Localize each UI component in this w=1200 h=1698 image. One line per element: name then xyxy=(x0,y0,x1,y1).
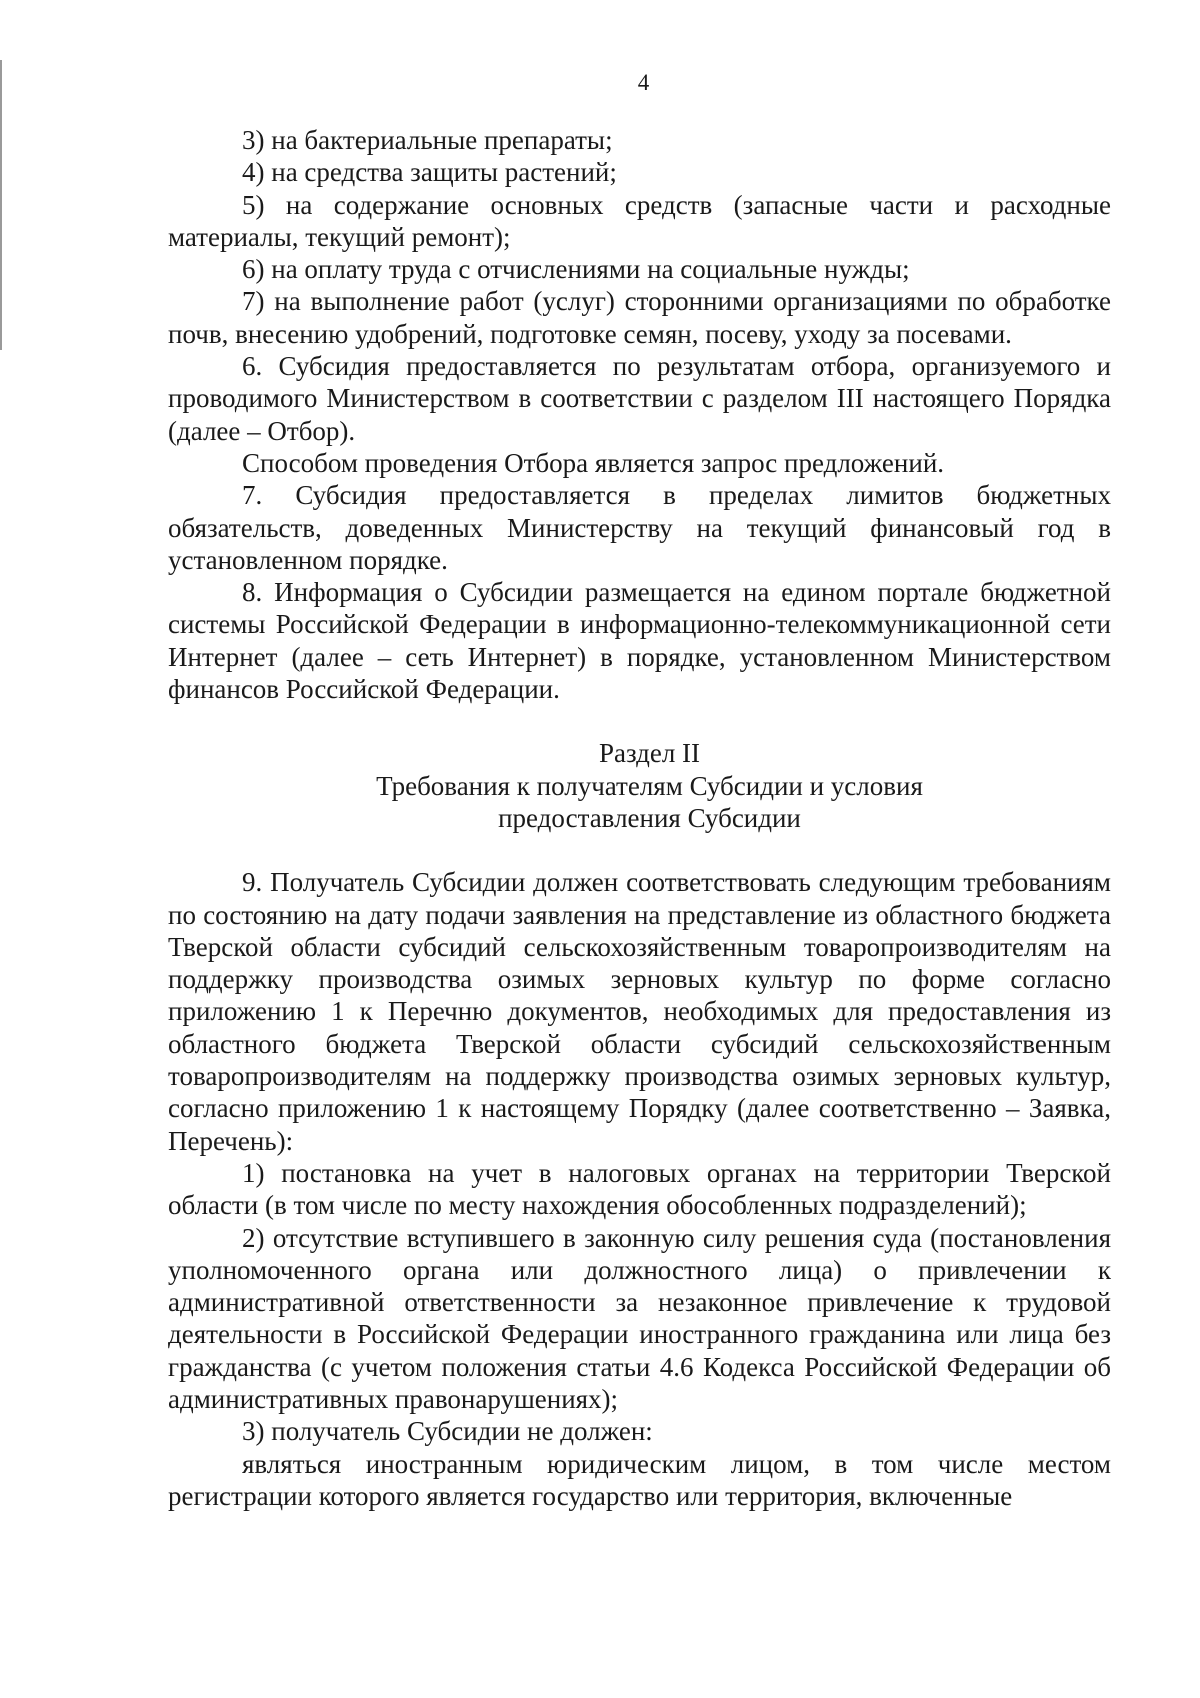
document-body xyxy=(168,124,1111,1512)
requirement-3: 3) получатель Субсидии не должен: xyxy=(242,1416,653,1447)
paragraph-6: 6. Субсидия предоставляется по результатам отбора, организуемого и проводимого Министерством в соответствии с разделом III настоящего Порядка (далее – Отбор). xyxy=(168,351,1111,446)
list-item-labor: 6) на оплату труда с отчислениями на социальные нужды; xyxy=(242,254,910,285)
section-title-line2: предоставления Субсидии xyxy=(498,802,801,833)
section-label: Раздел II xyxy=(598,738,701,769)
list-item-third-party-works: 7) на выполнение работ (услуг) сторонними организациями по обработке почв, внесению удобрений, подготовке семян, посеву, уходу за посевами. xyxy=(168,286,1111,349)
requirement-1: 1) постановка на учет в налоговых органах на территории Тверской области (в том числе по месту нахождения обособленных подразделений); xyxy=(168,1157,1111,1221)
requirement-2: 2) отсутствие вступившего в законную силу решения суда (постановления уполномоченного органа или должностного лица) о привлечении к административной ответственности за незаконное привлечение к трудовой деятельности в Российской Федерации иностранного гражданина или лица без гражданства (с учетом положения статьи 4.6 Кодекса Российской Федерации об административных правонарушениях); xyxy=(168,1222,1111,1414)
list-item-fixed-assets: 5) на содержание основных средств (запасные части и расходные материалы, текущий ремонт); xyxy=(168,189,1111,252)
section-title-line1: Требования к получателям Субсидии и условия xyxy=(376,770,923,801)
page-number: 4 xyxy=(637,70,650,95)
requirement-3-foreign-entity: являться иностранным юридическим лицом, в том числе местом регистрации которого является государство или территория, включенные xyxy=(168,1448,1111,1511)
section-heading xyxy=(188,705,1111,866)
paragraph-selection-method: Способом проведения Отбора является запрос предложений. xyxy=(242,447,945,478)
list-item-bacterial: 3) на бактериальные препараты; xyxy=(242,125,613,155)
paragraph-7: 7. Субсидия предоставляется в пределах лимитов бюджетных обязательств, доведенных Министерству на текущий финансовый год в установленном порядке. xyxy=(168,480,1111,575)
scan-edge-line xyxy=(0,60,2,350)
paragraph-9: 9. Получатель Субсидии должен соответствовать следующим требованиям по состоянию на дату подачи заявления на представление из областного бюджета Тверской области субсидий сельскохозяйственным товаропроизводителям на поддержку производства озимых зерновых культур по форме согласно приложению 1 к Перечню документов, необходимых для предоставления из областного бюджета Тверской области субсидий сельскохозяйственным товаропроизводителям на поддержку производства озимых зерновых культур, согласно приложению 1 к настоящему Порядку (далее соответственно – Заявка, Перечень): xyxy=(168,867,1111,1156)
paragraph-8: 8. Информация о Субсидии размещается на едином портале бюджетной системы Российской Федерации в информационно-телекоммуникационной сети Интернет (далее – сеть Интернет) в порядке, установленном Министерством финансов Российской Федерации. xyxy=(168,577,1111,705)
list-item-plant-protection: 4) на средства защиты растений; xyxy=(242,157,617,188)
